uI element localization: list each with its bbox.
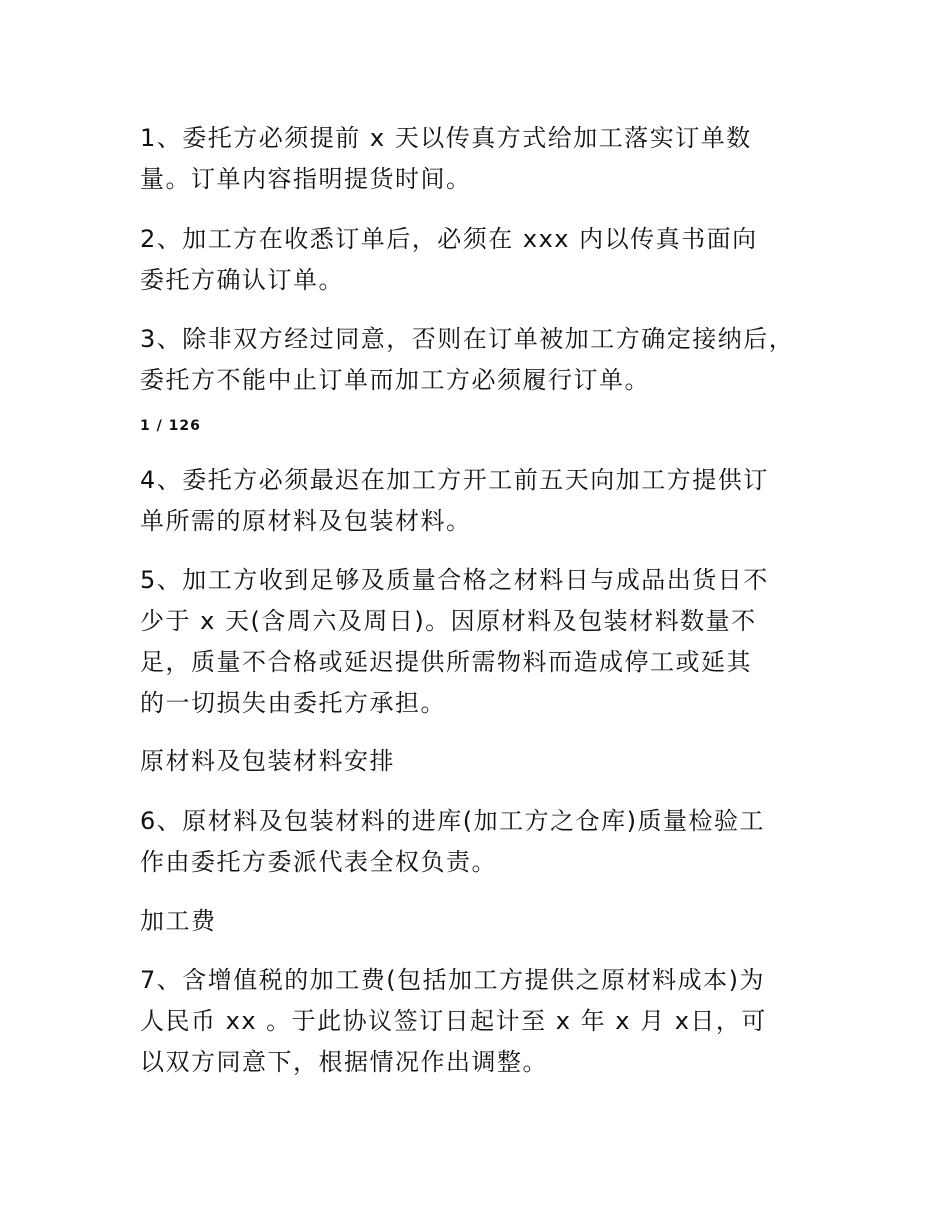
paragraph-2-line-2: 委托方确认订单。 — [140, 266, 344, 294]
paragraph-1-line-2: 量。订单内容指明提货时间。 — [140, 165, 472, 193]
paragraph-4-line-2: 单所需的原材料及包装材料。 — [140, 507, 472, 535]
paragraph-7-line-1: 7、含增值税的加工费(包括加工方提供之原材料成本)为 — [140, 966, 765, 994]
paragraph-6-line-1: 6、原材料及包装材料的进库(加工方之仓库)质量检验工 — [140, 807, 765, 835]
section-heading-materials: 原材料及包装材料安排 — [140, 747, 395, 775]
paragraph-4-line-1: 4、委托方必须最迟在加工方开工前五天向加工方提供订 — [140, 466, 769, 494]
paragraph-2-line-1: 2、加工方在收悉订单后，必须在 xxx 内以传真书面向 — [140, 225, 758, 253]
paragraph-3-line-2: 委托方不能中止订单而加工方必须履行订单。 — [140, 366, 650, 394]
paragraph-5-line-1: 5、加工方收到足够及质量合格之材料日与成品出货日不 — [140, 566, 769, 594]
paragraph-6-line-2: 作由委托方委派代表全权负责。 — [140, 848, 497, 876]
paragraph-5-line-2: 少于 x 天(含周六及周日)。因原材料及包装材料数量不 — [140, 607, 757, 635]
section-heading-processing-fee: 加工费 — [140, 907, 217, 935]
paragraph-7-line-2: 人民币 xx 。于此协议签订日起计至 x 年 x 月 x日，可 — [140, 1007, 767, 1035]
paragraph-5-line-3: 足，质量不合格或延迟提供所需物料而造成停工或延其 — [140, 648, 752, 676]
paragraph-5-line-4: 的一切损失由委托方承担。 — [140, 689, 446, 717]
paragraph-3-line-1: 3、除非双方经过同意，否则在订单被加工方确定接纳后， — [140, 325, 795, 353]
paragraph-7-line-3: 以双方同意下，根据情况作出调整。 — [140, 1048, 548, 1076]
paragraph-1-line-1: 1、委托方必须提前 x 天以传真方式给加工落实订单数 — [140, 124, 752, 152]
page-indicator: 1 / 126 — [140, 418, 201, 434]
